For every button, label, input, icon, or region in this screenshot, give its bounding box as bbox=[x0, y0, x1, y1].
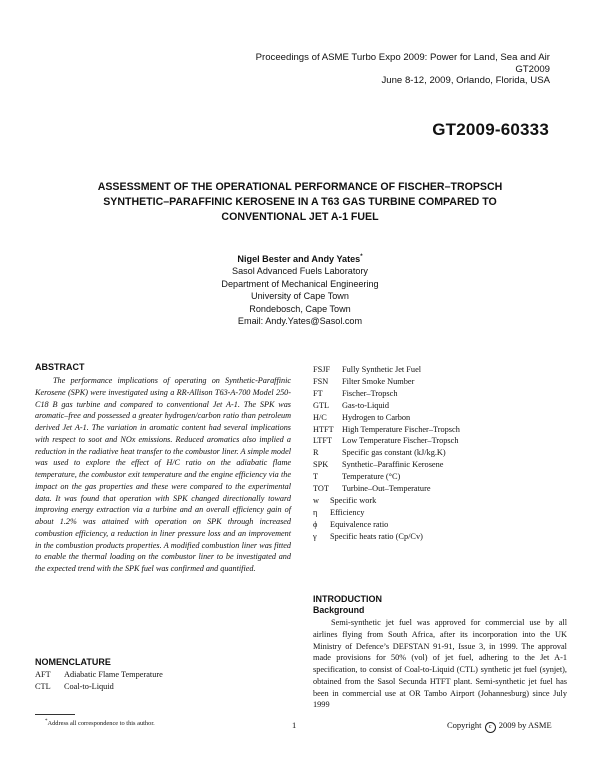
nomenclature-term: AFT bbox=[35, 670, 51, 679]
nomenclature-def: Synthetic–Paraffinic Kerosene bbox=[342, 460, 444, 470]
background-body bbox=[313, 617, 567, 711]
nomenclature-item bbox=[313, 519, 567, 531]
nomenclature-list-left bbox=[35, 669, 291, 693]
nomenclature-item bbox=[313, 471, 567, 483]
nomenclature-item bbox=[313, 459, 567, 471]
footnote-text: Address all correspondence to this author. bbox=[47, 720, 155, 728]
nomenclature-def: Gas-to-Liquid bbox=[342, 400, 390, 410]
proceedings-block bbox=[256, 52, 550, 87]
nomenclature-item bbox=[313, 507, 567, 519]
nomenclature-term: TOT bbox=[313, 484, 329, 494]
abstract-text: The performance implications of operating on Synthetic-Paraffinic Kerosene (SPK) were investigated using a RR-Allison T63-A-700 Model 250-C18 B gas turbine and compared to conventional Jet A-1. The SPK was aromatic–free and possessed a greater hydrogen/carbon ratio than petroleum derived Jet A-1. The variation in aromatic content had several implications with respect to soot and NOx emissions. Reduced aromatics also implied a reduction in the radiative heat transfer to the combustor liner. A simple model was used to explore the effect of H/C ratio on the adiabatic flame temperature, the combustor exit temperature and the engine efficiency via the impact on the gas properties and these were compared to the experimental data. It was found that operation with SPK changed directionally toward improving energy extraction via a turbine and an overall efficiency gain of about 1.2% was attained with operation on SPK through increased combustion efficiency, a reduction in liner pressure loss and an improvement in the combustion products properties. A modified combustion liner was fitted to enable the thermal loading on the combustor liner to be investigated and the expected trend with the SPK fuel was confirmed and quantified. bbox=[35, 376, 291, 573]
footnote-marker: * bbox=[45, 719, 48, 724]
author-names bbox=[150, 251, 450, 265]
nomenclature-term: ϕ bbox=[313, 519, 318, 529]
nomenclature-heading: NOMENCLATURE bbox=[35, 657, 111, 667]
nomenclature-item bbox=[313, 376, 567, 388]
page-number: 1 bbox=[292, 720, 297, 730]
nomenclature-term: w bbox=[313, 495, 319, 505]
author-marker: * bbox=[360, 254, 363, 260]
affiliation-line: University of Cape Town bbox=[251, 291, 349, 302]
title-line: SYNTHETIC–PARAFFINIC KEROSENE IN A T63 GAS TURBINE COMPARED TO bbox=[103, 196, 497, 208]
nomenclature-def: High Temperature Fischer–Tropsch bbox=[342, 424, 460, 434]
nomenclature-item bbox=[313, 424, 567, 436]
nomenclature-item bbox=[313, 412, 567, 424]
nomenclature-def: Low Temperature Fischer–Tropsch bbox=[342, 436, 459, 446]
nomenclature-item bbox=[35, 681, 291, 693]
nomenclature-term: LTFT bbox=[313, 436, 333, 446]
nomenclature-item bbox=[313, 388, 567, 400]
paper-title bbox=[60, 180, 540, 225]
nomenclature-term: GTL bbox=[313, 400, 330, 410]
nomenclature-item bbox=[313, 531, 567, 543]
background-subheading: Background bbox=[313, 605, 365, 615]
affiliation-line: Sasol Advanced Fuels Laboratory bbox=[232, 266, 368, 277]
nomenclature-item bbox=[313, 400, 567, 412]
nomenclature-term: FSJF bbox=[313, 365, 331, 374]
nomenclature-item bbox=[313, 483, 567, 495]
proceedings-title: Proceedings of ASME Turbo Expo 2009: Power for Land, Sea and Air bbox=[255, 52, 550, 63]
copyright-text: 2009 by ASME bbox=[498, 720, 552, 730]
proceedings-date-location: June 8-12, 2009, Orlando, Florida, USA bbox=[381, 75, 550, 86]
nomenclature-term: SPK bbox=[313, 460, 329, 470]
nomenclature-item bbox=[35, 669, 291, 681]
abstract-heading: ABSTRACT bbox=[35, 362, 85, 372]
nomenclature-def: Adiabatic Flame Temperature bbox=[64, 670, 163, 679]
author-names-text: Nigel Bester and Andy Yates bbox=[237, 254, 361, 265]
abstract-body bbox=[35, 375, 291, 575]
author-email: Email: Andy.Yates@Sasol.com bbox=[237, 316, 363, 327]
nomenclature-def: Efficiency bbox=[330, 507, 365, 517]
nomenclature-term: η bbox=[313, 507, 318, 517]
copyright-icon: c bbox=[485, 722, 496, 733]
affiliation-line: Rondebosch, Cape Town bbox=[249, 303, 351, 314]
nomenclature-term: FSN bbox=[313, 376, 329, 386]
copyright-notice bbox=[447, 720, 552, 733]
proceedings-code: GT2009 bbox=[515, 63, 550, 75]
nomenclature-term: R bbox=[313, 448, 319, 458]
nomenclature-item bbox=[313, 364, 567, 376]
footnote bbox=[45, 719, 155, 727]
nomenclature-term: T bbox=[313, 472, 319, 482]
nomenclature-def: Equivalence ratio bbox=[330, 519, 389, 529]
nomenclature-def: Fischer–Tropsch bbox=[342, 388, 398, 398]
title-line: CONVENTIONAL JET A-1 FUEL bbox=[221, 211, 379, 223]
title-line: ASSESSMENT OF THE OPERATIONAL PERFORMANCE OF FISCHER–TROPSCH bbox=[97, 181, 503, 193]
nomenclature-term: CTL bbox=[35, 681, 51, 691]
introduction-heading: INTRODUCTION bbox=[313, 594, 382, 604]
nomenclature-def: Fully Synthetic Jet Fuel bbox=[342, 365, 422, 374]
nomenclature-term: H/C bbox=[313, 412, 327, 422]
nomenclature-item bbox=[313, 495, 567, 507]
paper-id: GT2009-60333 bbox=[432, 120, 549, 139]
copyright-word: Copyright bbox=[447, 720, 482, 730]
footnote-rule bbox=[35, 714, 75, 715]
affiliation-line: Department of Mechanical Engineering bbox=[221, 278, 379, 289]
nomenclature-def: Filter Smoke Number bbox=[342, 376, 415, 386]
background-text: Semi-synthetic jet fuel was approved for commercial use by all airlines flying from South Africa, after its incorporation into the UK Ministry of Defence’s DEFSTAN 91-91, Issue 3, in 1999. The approval made provisions for 50% (vol) of jet fuel, adhering to the Jet A-1 specification, to consist of Coal-to-Liquid (CTL) synthetic jet fuel (synjet), obtained from the Sasol Secunda HTFT plant. Semi-synthetic jet fuel has been in commercial use at OR Tambo Airport (Johannesburg) since July 1999 bbox=[313, 618, 567, 710]
nomenclature-def: Coal-to-Liquid bbox=[64, 681, 114, 691]
nomenclature-def: Temperature (°C) bbox=[342, 472, 401, 482]
nomenclature-def: Specific heats ratio (Cp/Cv) bbox=[330, 531, 423, 541]
author-block bbox=[150, 251, 450, 327]
nomenclature-term: HTFT bbox=[313, 424, 334, 434]
nomenclature-term: FT bbox=[313, 388, 323, 398]
nomenclature-list-right bbox=[313, 364, 567, 543]
nomenclature-item bbox=[313, 447, 567, 459]
nomenclature-def: Turbine–Out–Temperature bbox=[342, 484, 431, 494]
nomenclature-def: Hydrogen to Carbon bbox=[342, 412, 411, 422]
nomenclature-item bbox=[313, 435, 567, 447]
nomenclature-term: γ bbox=[313, 531, 317, 541]
nomenclature-def: Specific work bbox=[330, 495, 377, 505]
nomenclature-def: Specific gas constant (kJ/kg.K) bbox=[342, 448, 446, 458]
